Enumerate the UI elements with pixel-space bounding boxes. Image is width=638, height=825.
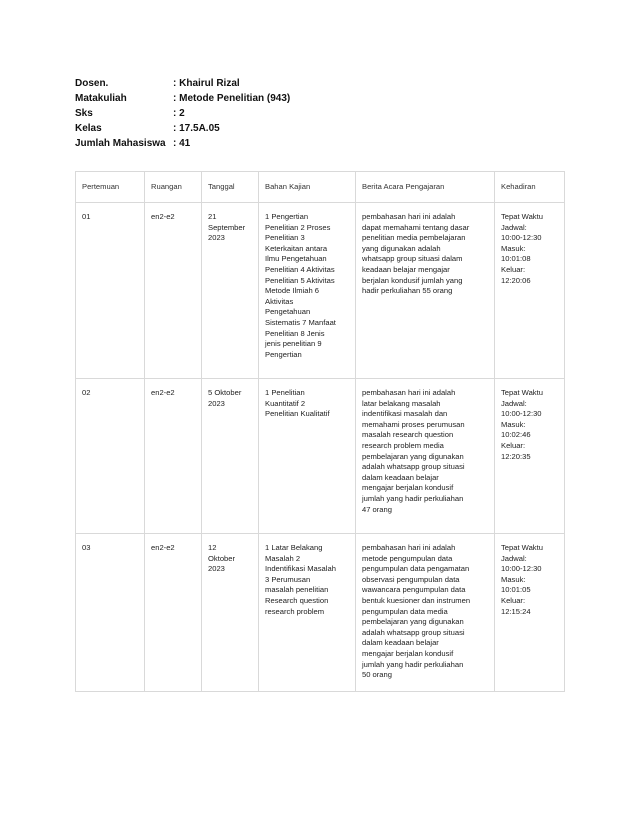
cell-line: keadaan belajar mengajar <box>362 264 450 274</box>
cell-line: 10:00-12:30 <box>501 564 542 574</box>
info-label: Matakuliah <box>75 93 127 104</box>
header-ruangan: Ruangan <box>145 172 202 203</box>
info-row-matakuliah <box>75 91 290 106</box>
cell-line: Keluar: <box>501 264 526 274</box>
cell-line: research problem <box>265 606 325 616</box>
cell-line: 2023 <box>208 564 225 574</box>
cell-line: pembahasan hari ini adalah <box>362 388 456 397</box>
cell-line: 47 orang <box>362 504 392 514</box>
table-row <box>76 379 565 534</box>
cell-line: 5 Oktober <box>208 388 242 397</box>
cell-line: pembahasan hari ini adalah <box>362 212 456 221</box>
cell-line: whatsapp group situasi dalam <box>362 254 463 264</box>
cell-line: Pengetahuan <box>265 307 311 317</box>
cell-line: penelitian media pembelajaran <box>362 233 466 243</box>
header-kehadiran: Kehadiran <box>495 172 565 203</box>
cell-line: Tepat Waktu <box>501 388 543 397</box>
info-label: Dosen. <box>75 78 109 89</box>
cell-pertemuan: 02 <box>76 379 145 534</box>
cell-line: Aktivitas <box>265 296 294 306</box>
cell-line: Penelitian 8 Jenis <box>265 328 325 338</box>
cell-line: pembahasan hari ini adalah <box>362 543 456 552</box>
cell-line: 1 Pengertian <box>265 212 309 221</box>
cell-kehadiran <box>495 203 565 379</box>
cell-line: Sistematis 7 Manfaat <box>265 317 336 327</box>
cell-line: Keluar: <box>501 595 526 605</box>
cell-tanggal <box>202 534 259 692</box>
cell-line: 12:20:06 <box>501 275 531 285</box>
cell-line: Masuk: <box>501 574 526 584</box>
cell-berita-acara <box>356 379 495 534</box>
cell-line: Jadwal: <box>501 222 527 232</box>
cell-line: adalah whatsapp group situasi <box>362 462 465 472</box>
header-berita-acara: Berita Acara Pengajaran <box>356 172 495 203</box>
cell-line: Penelitian 5 Aktivitas <box>265 275 335 285</box>
cell-line: Indentifikasi Masalah <box>265 564 336 574</box>
cell-line: memahami proses perumusan <box>362 419 465 429</box>
cell-line: dalam keadaan belajar <box>362 638 439 648</box>
cell-line: dapat memahami tentang dasar <box>362 222 470 232</box>
cell-line: berjalan kondusif jumlah yang <box>362 275 463 285</box>
info-value: : Khairul Rizal <box>173 78 240 89</box>
header-tanggal: Tanggal <box>202 172 259 203</box>
cell-pertemuan: 01 <box>76 203 145 379</box>
cell-line: 50 orang <box>362 670 392 680</box>
cell-line: pengumpulan data pengamatan <box>362 564 470 574</box>
cell-ruangan: en2-e2 <box>145 534 202 692</box>
info-label: Sks <box>75 108 93 119</box>
cell-line: 21 <box>208 212 217 221</box>
cell-line: dalam keadaan belajar <box>362 472 439 482</box>
header-bahan-kajian: Bahan Kajian <box>259 172 356 203</box>
cell-line: Jadwal: <box>501 398 527 408</box>
cell-line: mengajar berjalan kondusif <box>362 483 454 493</box>
cell-line: Metode Ilmiah 6 <box>265 286 320 296</box>
course-info <box>75 76 290 151</box>
cell-line: pengumpulan data media <box>362 606 448 616</box>
info-value: : 41 <box>173 138 191 149</box>
cell-line: 12:15:24 <box>501 606 531 616</box>
cell-line: wawancara pengumpulan data <box>362 585 466 595</box>
cell-line: pembelajaran yang digunakan <box>362 617 464 627</box>
cell-pertemuan: 03 <box>76 534 145 692</box>
cell-line: Masuk: <box>501 419 526 429</box>
info-label: Kelas <box>75 123 102 134</box>
cell-line: Masuk: <box>501 243 526 253</box>
cell-berita-acara <box>356 534 495 692</box>
cell-line: masalah research question <box>362 430 454 440</box>
info-row-jumlah <box>75 136 290 151</box>
cell-line: Tepat Waktu <box>501 212 543 221</box>
cell-line: Keluar: <box>501 440 526 450</box>
header-pertemuan: Pertemuan <box>76 172 145 203</box>
info-value: : 2 <box>173 108 185 119</box>
table-row <box>76 534 565 692</box>
cell-line: 12 <box>208 543 217 552</box>
cell-line: 3 Perumusan <box>265 574 311 584</box>
cell-line: pembelajaran yang digunakan <box>362 451 464 461</box>
info-label: Jumlah Mahasiswa <box>75 138 166 149</box>
cell-ruangan: en2-e2 <box>145 379 202 534</box>
cell-line: Jadwal: <box>501 553 527 563</box>
attendance-table <box>75 171 565 692</box>
cell-line: 10:02:46 <box>501 430 531 440</box>
cell-kehadiran <box>495 534 565 692</box>
cell-tanggal <box>202 203 259 379</box>
cell-bahan-kajian <box>259 203 356 379</box>
cell-bahan-kajian <box>259 379 356 534</box>
cell-line: 10:01:08 <box>501 254 531 264</box>
cell-line: Pengertian <box>265 349 302 359</box>
table-row <box>76 203 565 379</box>
cell-line: metode pengumpulan data <box>362 553 453 563</box>
cell-line: jumlah yang hadir perkuliahan <box>362 659 464 669</box>
cell-line: 2023 <box>208 398 225 408</box>
cell-tanggal <box>202 379 259 534</box>
cell-line: Tepat Waktu <box>501 543 543 552</box>
cell-line: indentifikasi masalah dan <box>362 409 448 419</box>
cell-line: jumlah yang hadir perkuliahan <box>362 493 464 503</box>
cell-line: 10:00-12:30 <box>501 409 542 419</box>
info-value: : 17.5A.05 <box>173 123 220 134</box>
cell-line: jenis penelitian 9 <box>265 339 322 349</box>
cell-line: 1 Penelitian <box>265 388 305 397</box>
cell-ruangan: en2-e2 <box>145 203 202 379</box>
cell-line: Oktober <box>208 553 236 563</box>
info-row-sks <box>75 106 290 121</box>
table-header-row <box>76 172 565 203</box>
cell-bahan-kajian <box>259 534 356 692</box>
cell-line: 10:01:05 <box>501 585 531 595</box>
cell-line: 2023 <box>208 233 225 243</box>
cell-line: hadir perkuliahan 55 orang <box>362 286 453 296</box>
cell-line: observasi pengumpulan data <box>362 574 460 584</box>
cell-line: Ilmu Pengetahuan <box>265 254 327 264</box>
cell-line: Masalah 2 <box>265 553 301 563</box>
cell-line: latar belakang masalah <box>362 398 441 408</box>
info-row-dosen <box>75 76 290 91</box>
info-value: : Metode Penelitian (943) <box>173 93 291 104</box>
cell-line: research problem media <box>362 440 444 450</box>
cell-kehadiran <box>495 379 565 534</box>
cell-line: Penelitian Kualitatif <box>265 409 330 419</box>
cell-line: 10:00-12:30 <box>501 233 542 243</box>
cell-line: Keterkaitan antara <box>265 243 328 253</box>
cell-line: 12:20:35 <box>501 451 531 461</box>
cell-line: bentuk kuesioner dan instrumen <box>362 595 471 605</box>
cell-line: September <box>208 222 246 232</box>
cell-line: Penelitian 2 Proses <box>265 222 331 232</box>
cell-line: Penelitian 3 <box>265 233 305 243</box>
cell-line: Penelitian 4 Aktivitas <box>265 264 335 274</box>
cell-line: 1 Latar Belakang <box>265 543 323 552</box>
cell-line: masalah penelitian <box>265 585 329 595</box>
cell-berita-acara <box>356 203 495 379</box>
cell-line: yang digunakan adalah <box>362 243 441 253</box>
cell-line: Kuantitatif 2 <box>265 398 306 408</box>
cell-line: mengajar berjalan kondusif <box>362 648 454 658</box>
info-row-kelas <box>75 121 290 136</box>
cell-line: adalah whatsapp group situasi <box>362 627 465 637</box>
cell-line: Research question <box>265 595 329 605</box>
